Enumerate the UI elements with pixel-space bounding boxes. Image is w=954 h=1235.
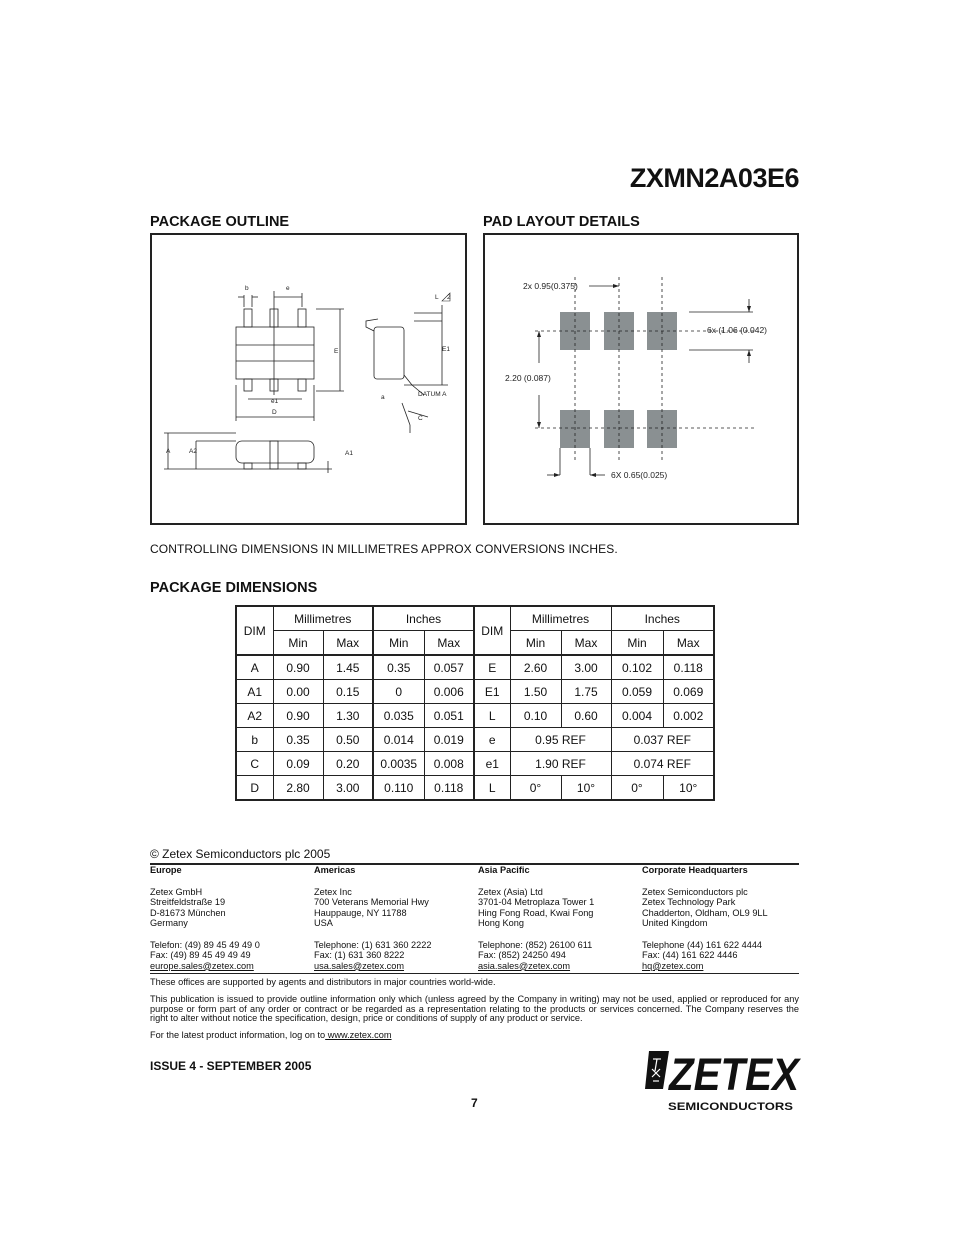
table-row <box>236 655 714 680</box>
office-europe <box>150 865 310 971</box>
datum-label: DATUM A <box>418 391 447 398</box>
cell: 0.35 <box>373 655 424 680</box>
cell: 0.014 <box>373 728 424 752</box>
office-fax: Fax: (49) 89 45 49 49 49 <box>150 950 251 961</box>
web-link[interactable]: www.zetex.com <box>325 1030 392 1040</box>
cell: 1.90 REF <box>510 752 611 776</box>
dim-label-e1: E1 <box>442 346 450 353</box>
office-americas <box>314 865 474 971</box>
cell: 0.110 <box>373 776 424 801</box>
header-min: Min <box>611 631 663 656</box>
office-email-link[interactable]: europe.sales@zetex.com <box>150 960 254 971</box>
table-row <box>236 728 714 752</box>
cell: 0.074 REF <box>611 752 714 776</box>
cell: 0.037 REF <box>611 728 714 752</box>
dim-label-a: A <box>166 448 171 455</box>
web-prefix: For the latest product information, log on to <box>150 1030 326 1040</box>
cell: 0.90 <box>273 704 323 728</box>
cell: e1 <box>474 752 510 776</box>
office-email-link[interactable]: asia.sales@zetex.com <box>478 960 571 971</box>
package-outline-title: PACKAGE OUTLINE <box>150 214 290 230</box>
office-region: Americas <box>314 865 356 875</box>
office-name: Zetex Semiconductors plc <box>642 886 748 897</box>
part-number-title: ZXMN2A03E6 <box>629 163 799 193</box>
office-telephone: Telefon: (49) 89 45 49 49 0 <box>150 939 260 950</box>
cell: 0.004 <box>611 704 663 728</box>
copyright: © Zetex Semiconductors plc 2005 <box>150 847 331 861</box>
header-inch-right: Inches <box>611 606 714 631</box>
header-max: Max <box>424 631 474 656</box>
header-max: Max <box>323 631 373 656</box>
cell: 0.09 <box>273 752 323 776</box>
cell: A1 <box>236 680 273 704</box>
cell: 0.035 <box>373 704 424 728</box>
dim-label-l-note: 2 <box>447 294 451 301</box>
dim-label-e: e <box>286 285 290 292</box>
pad-layout-drawing <box>485 235 797 523</box>
cell: 0.019 <box>424 728 474 752</box>
page-number: 7 <box>471 1096 478 1110</box>
office-address: United Kingdom <box>642 918 708 929</box>
office-name: Zetex GmbH <box>150 886 203 897</box>
cell: 2.80 <box>273 776 323 801</box>
table-row <box>236 704 714 728</box>
office-address: D-81673 München <box>150 907 226 918</box>
cell: 10° <box>561 776 611 801</box>
cell: A <box>236 655 273 680</box>
cell: 0.102 <box>611 655 663 680</box>
office-address: Hong Kong <box>478 918 524 929</box>
cell: C <box>236 752 273 776</box>
cell: 0.059 <box>611 680 663 704</box>
cell: 3.00 <box>561 655 611 680</box>
cell: L <box>474 776 510 801</box>
cell: 0.35 <box>273 728 323 752</box>
office-asia-pacific <box>478 865 638 971</box>
office-address: 700 Veterans Memorial Hwy <box>314 897 429 908</box>
office-email-link[interactable]: usa.sales@zetex.com <box>314 960 405 971</box>
cell: 0.95 REF <box>510 728 611 752</box>
table-row <box>236 752 714 776</box>
office-address: Hauppauge, NY 11788 <box>314 907 407 918</box>
header-min: Min <box>510 631 561 656</box>
office-address: Chadderton, Oldham, OL9 9LL <box>642 907 768 918</box>
office-email-link[interactable]: hq@zetex.com <box>642 960 704 971</box>
table-row <box>236 776 714 801</box>
office-fax: Fax: (1) 631 360 8222 <box>314 950 405 961</box>
disclaimer: This publication is issued to provide outline information only which (unless agreed by the Company in writing) may not be used, applied or reproduced for any purpose or form part of any order or contract or be regarded as a representation relating to the products or services concerned. The Company reserves the right to alter without notice the specification, design, price or conditions of supply of any product or service. <box>150 994 799 1024</box>
cell: 0.069 <box>663 680 714 704</box>
office-address: USA <box>314 918 333 929</box>
dim-label-b: b <box>245 285 249 292</box>
cell: e <box>474 728 510 752</box>
cell: E <box>474 655 510 680</box>
cell: 0.15 <box>323 680 373 704</box>
dim-label-c: C <box>418 415 423 422</box>
table-header-row <box>236 606 714 631</box>
package-outline-figure <box>150 233 467 525</box>
office-fax: Fax: (44) 161 622 4446 <box>642 950 738 961</box>
cell: 1.75 <box>561 680 611 704</box>
header-mm-right: Millimetres <box>510 606 611 631</box>
cell: L <box>474 704 510 728</box>
cell: 0.00 <box>273 680 323 704</box>
cell: 0.20 <box>323 752 373 776</box>
cell: 1.50 <box>510 680 561 704</box>
package-dimensions-title: PACKAGE DIMENSIONS <box>150 580 318 596</box>
header-min: Min <box>373 631 424 656</box>
office-address: 3701-04 Metroplaza Tower 1 <box>478 897 595 908</box>
office-address: Zetex Technology Park <box>642 897 736 908</box>
office-address: Germany <box>150 918 188 929</box>
pad-layout-title: PAD LAYOUT DETAILS <box>483 214 640 230</box>
dim-label-d: D <box>272 409 277 416</box>
office-region: Asia Pacific <box>478 865 530 875</box>
footer-rule-bottom <box>150 973 799 974</box>
zetex-logo-mark <box>645 1049 801 1113</box>
office-telephone: Telephone (44) 161 622 4444 <box>642 939 763 950</box>
dim-label-a2: A2 <box>189 448 197 455</box>
cell: 0° <box>611 776 663 801</box>
cell: 0.051 <box>424 704 474 728</box>
office-telephone: Telephone: (1) 631 360 2222 <box>314 939 432 950</box>
header-min: Min <box>273 631 323 656</box>
issue-label: ISSUE 4 - SEPTEMBER 2005 <box>150 1059 312 1073</box>
zetex-logo <box>645 1049 801 1113</box>
table-row <box>236 680 714 704</box>
cell: 3.00 <box>323 776 373 801</box>
pad-pitch-label: 2x 0.95(0.375) <box>523 281 578 291</box>
dim-label-e1-pitch: e1 <box>271 398 279 405</box>
cell: 0.118 <box>663 655 714 680</box>
cell: 0° <box>510 776 561 801</box>
package-outline-drawing <box>152 235 465 523</box>
cell: E1 <box>474 680 510 704</box>
dim-label-e-span: E <box>334 348 339 355</box>
cell: 10° <box>663 776 714 801</box>
header-dim: DIM <box>236 606 273 655</box>
logo-wordmark: ZETEX <box>667 1049 801 1100</box>
cell: 0 <box>373 680 424 704</box>
row-gap-label: 2.20 (0.087) <box>505 373 551 383</box>
header-dim-right: DIM <box>474 606 510 655</box>
office-address: Streitfeldstraße 19 <box>150 897 226 908</box>
cell: D <box>236 776 273 801</box>
web-line <box>150 1031 550 1041</box>
office-region: Corporate Headquarters <box>642 865 748 875</box>
logo-subtitle: SEMICONDUCTORS <box>668 1101 793 1113</box>
dim-label-a-angle: a <box>381 394 385 401</box>
cell: 0.002 <box>663 704 714 728</box>
office-name: Zetex Inc <box>314 886 352 897</box>
cell: 0.006 <box>424 680 474 704</box>
header-max: Max <box>663 631 714 656</box>
office-name: Zetex (Asia) Ltd <box>478 886 543 897</box>
cell: 0.60 <box>561 704 611 728</box>
pad-length-label: 6x (1.06 (0.042) <box>707 325 768 335</box>
controlling-dimensions-note: CONTROLLING DIMENSIONS IN MILLIMETRES APPROX CONVERSIONS INCHES. <box>150 542 618 556</box>
header-mm: Millimetres <box>273 606 373 631</box>
agents-note: These offices are supported by agents and distributors in major countries world-wide. <box>150 977 496 987</box>
cell: 1.45 <box>323 655 373 680</box>
cell: b <box>236 728 273 752</box>
office-address: Hing Fong Road, Kwai Fong <box>478 907 594 918</box>
office-region: Europe <box>150 865 182 875</box>
package-dimensions-table <box>235 605 715 801</box>
office-telephone: Telephone: (852) 26100 611 <box>478 939 593 950</box>
cell: A2 <box>236 704 273 728</box>
cell: 0.10 <box>510 704 561 728</box>
office-fax: Fax: (852) 24250 494 <box>478 950 566 961</box>
cell: 0.057 <box>424 655 474 680</box>
cell: 0.008 <box>424 752 474 776</box>
header-inch: Inches <box>373 606 474 631</box>
header-max: Max <box>561 631 611 656</box>
pad-layout-figure <box>483 233 799 525</box>
dim-label-a1: A1 <box>345 450 353 457</box>
cell: 0.90 <box>273 655 323 680</box>
cell: 0.118 <box>424 776 474 801</box>
pad-width-label: 6X 0.65(0.025) <box>611 470 668 480</box>
office-corporate-hq <box>642 865 799 971</box>
cell: 0.0035 <box>373 752 424 776</box>
cell: 0.50 <box>323 728 373 752</box>
cell: 2.60 <box>510 655 561 680</box>
dim-label-l: L <box>435 294 439 301</box>
cell: 1.30 <box>323 704 373 728</box>
